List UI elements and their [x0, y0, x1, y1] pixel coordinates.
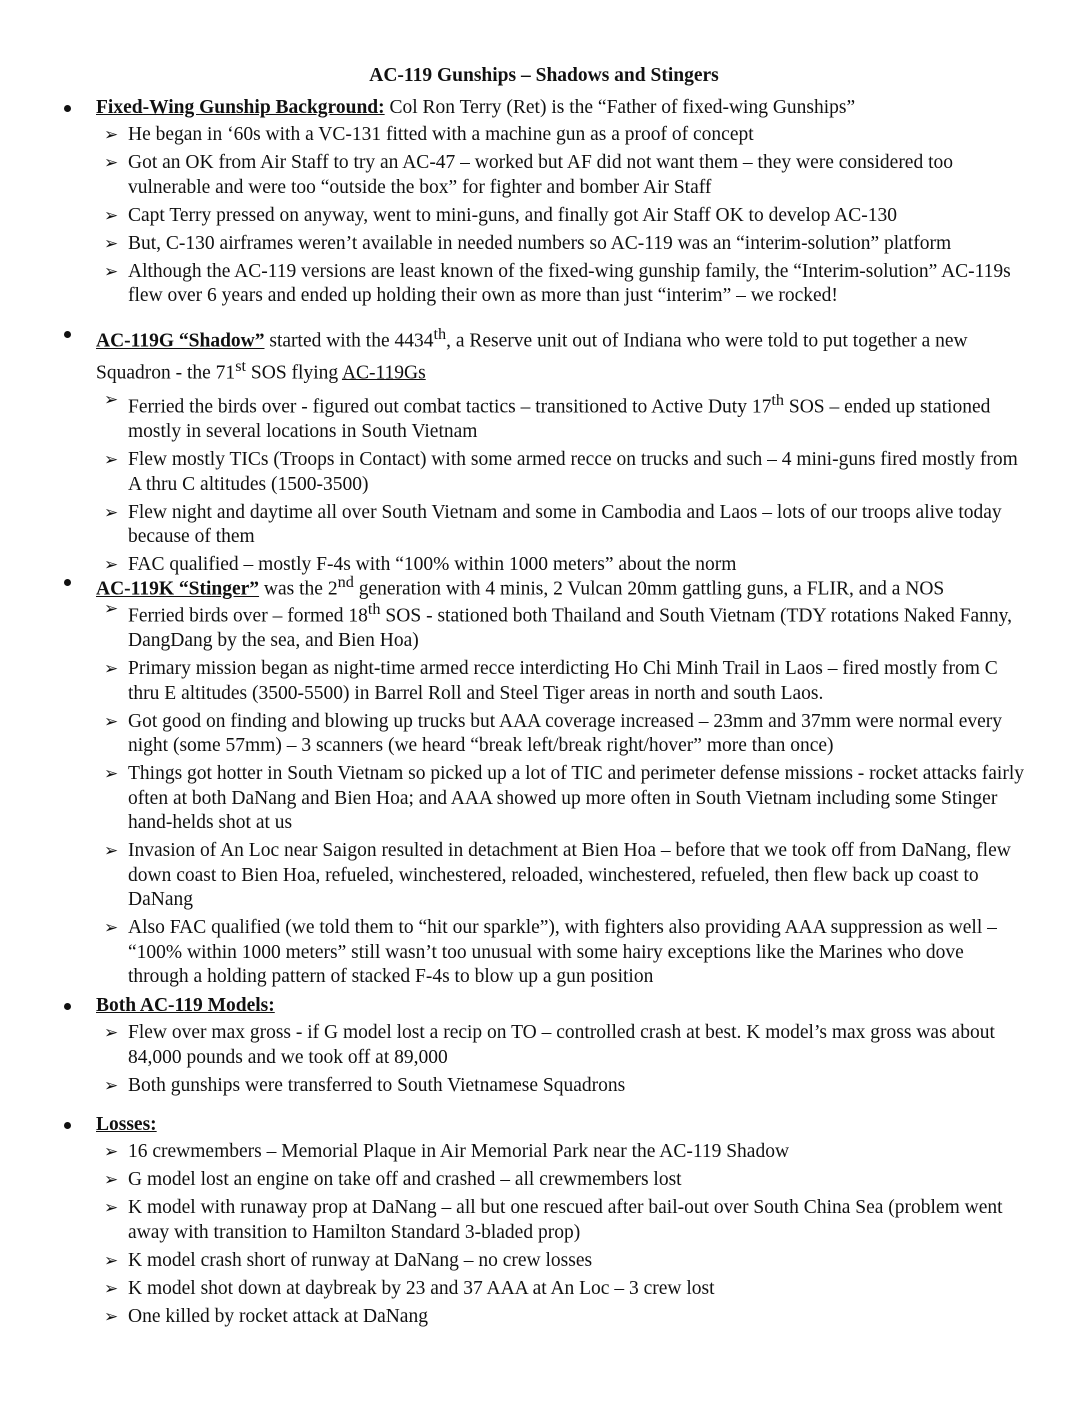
section-heading-text: Col Ron Terry (Ret) is the “Father of fixed-wing Gunships”	[384, 97, 856, 118]
arrowhead-bullet-icon: ➢	[104, 599, 119, 619]
section-heading-row	[0, 570, 1088, 600]
list-item	[0, 1168, 1088, 1193]
list-item	[0, 1249, 1088, 1274]
list-item	[0, 762, 1088, 836]
section-heading-row	[0, 1113, 1088, 1137]
list-item-text: Got good on finding and blowing up trucks but AAA coverage increased – 23mm and 37mm were normal every night (some 57mm) – 3 scanners (we heard “break left/break right/hover” more than once)	[128, 710, 1003, 756]
list-item	[0, 1021, 1088, 1070]
sub-item-list	[0, 597, 1088, 990]
arrowhead-bullet-icon: ➢	[104, 261, 119, 282]
arrowhead-bullet-icon: ➢	[104, 659, 119, 679]
list-item	[0, 388, 1088, 445]
section-heading-text: was the 2	[259, 578, 338, 600]
arrowhead-bullet-icon: ➢	[104, 125, 119, 145]
list-item-text: Ferried birds over – formed 18	[128, 605, 368, 627]
list-item	[0, 123, 1088, 148]
arrowhead-bullet-icon: ➢	[104, 711, 119, 732]
list-item	[0, 1277, 1088, 1302]
list-item	[0, 1074, 1088, 1099]
list-item-text: Ferried the birds over - figured out combat tactics – transitioned to Active Duty 17	[128, 396, 772, 418]
disc-bullet-icon	[64, 331, 71, 338]
arrowhead-bullet-icon: ➢	[104, 1250, 119, 1271]
list-item-text: Capt Terry pressed on anyway, went to mini-guns, and finally got Air Staff OK to develop AC-130	[128, 204, 897, 226]
list-item-text: Although the AC-119 versions are least known of the fixed-wing gunship family, the “Interim-solution” AC-119s flew over 6 years and ended up holding their own as more than just “interim” – we rocked!	[128, 260, 1011, 306]
section-heading-row	[0, 322, 1088, 385]
section-heading: AC-119G “Shadow”	[96, 330, 265, 352]
disc-bullet-icon	[64, 579, 71, 586]
arrowhead-bullet-icon: ➢	[104, 205, 119, 226]
section-both-models	[0, 994, 1088, 1102]
arrowhead-bullet-icon: ➢	[104, 1306, 119, 1327]
list-item	[0, 260, 1088, 309]
ordinal-suffix: th	[771, 391, 784, 409]
arrowhead-bullet-icon: ➢	[104, 450, 119, 470]
list-item	[0, 710, 1088, 759]
ordinal-suffix: th	[367, 600, 381, 618]
ordinal-suffix: th	[433, 325, 447, 343]
list-item-text: Flew night and daytime all over South Vietnam and some in Cambodia and Laos – lots of our troops alive today because of them	[128, 501, 1002, 547]
list-item	[0, 448, 1088, 497]
underlined-text: AC-119Gs	[341, 362, 426, 383]
arrowhead-bullet-icon: ➢	[104, 1170, 119, 1190]
list-item-text: But, C-130 airframes weren’t available in needed numbers so AC-119 was an “interim-solution” platform	[128, 232, 952, 254]
list-item-text: 16 crewmembers – Memorial Plaque in Air Memorial Park near the AC-119 Shadow	[128, 1141, 790, 1162]
list-item	[0, 1196, 1088, 1245]
list-item-text: One killed by rocket attack at DaNang	[128, 1305, 428, 1327]
list-item-text: Flew mostly TICs (Troops in Contact) with some armed recce on trucks and such – 4 mini-guns fired mostly from A thru C altitudes (1500-3500)	[128, 449, 1018, 495]
arrowhead-bullet-icon: ➢	[104, 502, 119, 523]
list-item-text: SOS – ended up stationed mostly in several locations in South Vietnam	[128, 396, 991, 442]
sub-item-list	[0, 1140, 1088, 1329]
section-heading: Fixed-Wing Gunship Background:	[96, 97, 385, 118]
list-item-text: Both gunships were transferred to South Vietnamese Squadrons	[128, 1074, 626, 1096]
arrowhead-bullet-icon: ➢	[104, 1075, 119, 1096]
list-item-text: Flew over max gross - if G model lost a recip on TO – controlled crash at best. K model’s max gross was about 84,000 pounds and we took off at 89,000	[128, 1022, 995, 1068]
disc-bullet-icon	[64, 1003, 71, 1010]
list-item	[0, 839, 1088, 913]
list-item	[0, 204, 1088, 229]
section-losses	[0, 1113, 1088, 1333]
section-heading-text: , a Reserve unit out of Indiana who were told to put together a new Squadron - the 71	[96, 330, 968, 383]
sub-item-list	[0, 388, 1088, 578]
section-stinger	[0, 570, 1088, 993]
list-item	[0, 916, 1088, 990]
arrowhead-bullet-icon: ➢	[104, 555, 119, 575]
disc-bullet-icon	[64, 1122, 71, 1129]
arrowhead-bullet-icon: ➢	[104, 153, 119, 173]
list-item	[0, 151, 1088, 200]
arrowhead-bullet-icon: ➢	[104, 1198, 119, 1218]
sub-item-list	[0, 123, 1088, 309]
list-item-text: Primary mission began as night-time armed recce interdicting Ho Chi Minh Trail in Laos – fired mostly from C thru E altitudes (3500-5500) in Barrel Roll and Steel Tiger areas in north and south Laos.	[128, 658, 998, 704]
ordinal-suffix: nd	[337, 573, 354, 591]
section-heading-text: started with the 4434	[264, 330, 434, 352]
section-heading: Both AC-119 Models:	[96, 995, 275, 1016]
list-item	[0, 232, 1088, 257]
list-item-text: K model shot down at daybreak by 23 and 37 AAA at An Loc – 3 crew lost	[128, 1277, 715, 1299]
section-heading: Losses:	[96, 1114, 157, 1135]
list-item-text: Got an OK from Air Staff to try an AC-47 – worked but AF did not want them – they were considered too vulnerable and were too “outside the box” for fighter and bomber Air Staff	[128, 152, 954, 198]
disc-bullet-icon	[64, 105, 71, 112]
arrowhead-bullet-icon: ➢	[104, 918, 119, 938]
arrowhead-bullet-icon: ➢	[104, 1278, 119, 1299]
list-item	[0, 501, 1088, 550]
list-item-text: G model lost an engine on take off and crashed – all crewmembers lost	[128, 1169, 682, 1190]
section-heading-text: SOS flying	[246, 362, 342, 383]
list-item	[0, 1305, 1088, 1330]
section-shadow	[0, 322, 1088, 581]
sub-item-list	[0, 1021, 1088, 1098]
arrowhead-bullet-icon: ➢	[104, 390, 119, 410]
section-background	[0, 96, 1088, 312]
list-item-text: FAC qualified – mostly F-4s with “100% within 1000 meters” about the norm	[128, 554, 737, 575]
list-item-text: He began in ‘60s with a VC-131 fitted with a machine gun as a proof of concept	[128, 124, 754, 145]
arrowhead-bullet-icon: ➢	[104, 233, 119, 254]
arrowhead-bullet-icon: ➢	[104, 1023, 119, 1043]
ordinal-suffix: st	[235, 356, 247, 375]
section-heading: AC-119K “Stinger”	[96, 578, 260, 600]
section-heading-text: generation with 4 minis, 2 Vulcan 20mm gattling guns, a FLIR, and a NOS	[353, 578, 945, 600]
list-item	[0, 657, 1088, 706]
list-item-text: SOS - stationed both Thailand and South Vietnam (TDY rotations Naked Fanny, DangDang by the sea, and Bien Hoa)	[128, 605, 1012, 651]
list-item-text: Also FAC qualified (we told them to “hit our sparkle”), with fighters also providing AAA suppression as well – “100% within 1000 meters” still wasn’t too unusual with some hairy exceptions like the Marines who dove through a holding pattern of stacked F-4s to blow up a gun position	[128, 917, 997, 987]
list-item-text: Invasion of An Loc near Saigon resulted in detachment at Bien Hoa – before that we took off from DaNang, flew down coast to Bien Hoa, refueled, winchestered, reloaded, winchestered, refueled, then flew back up coast to DaNang	[128, 840, 1011, 910]
list-item-text: K model with runaway prop at DaNang – all but one rescued after bail-out over South China Sea (problem went away with transition to Hamilton Standard 3-bladed prop)	[128, 1197, 1003, 1243]
list-item	[0, 597, 1088, 654]
list-item-text: Things got hotter in South Vietnam so picked up a lot of TIC and perimeter defense missions - rocket attacks fairly often at both DaNang and Bien Hoa; and AAA showed up more often in South Vietnam including some Stinger hand-helds shot at us	[128, 763, 1024, 833]
list-item-text: K model crash short of runway at DaNang – no crew losses	[128, 1249, 593, 1271]
arrowhead-bullet-icon: ➢	[104, 1142, 119, 1162]
document-title: AC-119 Gunships – Shadows and Stingers	[369, 65, 719, 86]
section-heading-row	[0, 994, 1088, 1018]
arrowhead-bullet-icon: ➢	[104, 841, 119, 861]
arrowhead-bullet-icon: ➢	[104, 764, 119, 784]
list-item	[0, 1140, 1088, 1165]
section-heading-row	[0, 96, 1088, 120]
